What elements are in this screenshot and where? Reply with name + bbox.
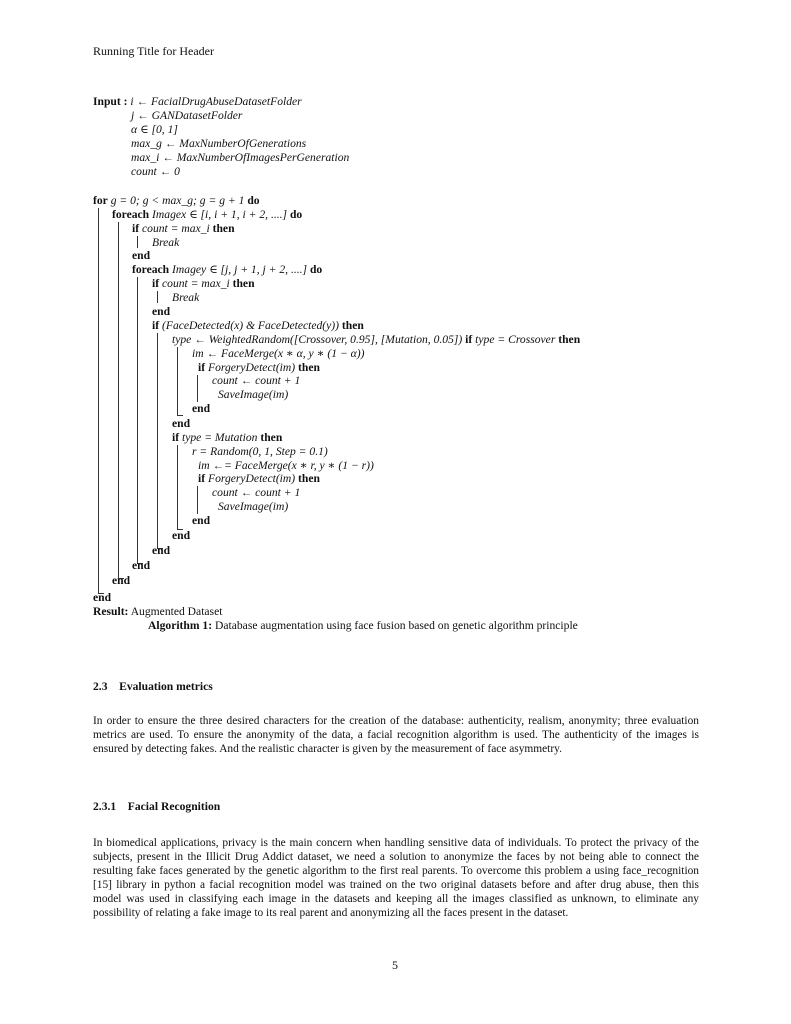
keyword: then bbox=[298, 361, 320, 374]
algorithm-line: end bbox=[132, 559, 151, 572]
keyword: then bbox=[558, 333, 581, 346]
section-heading-2-3 bbox=[93, 680, 213, 694]
expression: type = Crossover bbox=[475, 333, 556, 346]
expression: Imagey ∈ [j, j + 1, j + 2, ....] bbox=[172, 263, 308, 276]
algorithm-line bbox=[132, 263, 322, 277]
algorithm-line: im ←= FaceMerge(x ∗ r, y ∗ (1 − r)) bbox=[198, 459, 374, 472]
keyword: then bbox=[298, 472, 320, 485]
scope-bar-foreach-x bbox=[118, 222, 119, 579]
expression: count = max_i bbox=[142, 222, 210, 235]
scope-bar-if-mutation bbox=[177, 445, 178, 530]
algorithm-line: end bbox=[172, 417, 191, 430]
algorithm-input-line bbox=[93, 95, 302, 109]
scope-bar-if-faces bbox=[157, 333, 158, 549]
algorithm-line: r = Random(0, 1, Step = 0.1) bbox=[192, 445, 328, 458]
section-title: Evaluation metrics bbox=[119, 680, 213, 693]
caption-label: Algorithm 1: bbox=[148, 619, 213, 632]
input-value: max_g ← MaxNumberOfGenerations bbox=[131, 137, 307, 150]
keyword: do bbox=[247, 194, 260, 207]
keyword: if bbox=[465, 333, 473, 346]
scope-bar-if-count bbox=[137, 236, 138, 248]
scope-bar-if-forgery-2 bbox=[197, 486, 198, 514]
algorithm-line bbox=[172, 431, 282, 445]
keyword: if bbox=[198, 472, 206, 485]
section-2-3-paragraph: In order to ensure the three desired characters for the creation of the database: authenticity, realism, anonymity; three evaluation metrics are used. To ensure the anonymity of the data, a facial recognition algorithm is used. The authenticity of the images is ensured by detecting fakes. And the realistic character is given by the measurement of face asymmetry. bbox=[93, 715, 699, 755]
keyword: do bbox=[309, 263, 323, 276]
keyword: if bbox=[152, 319, 160, 332]
scope-bar-if-crossover bbox=[177, 347, 178, 416]
keyword: then bbox=[232, 277, 255, 290]
keyword: if bbox=[132, 222, 140, 235]
expression: ForgeryDetect(im) bbox=[208, 472, 296, 485]
input-value: i ← FacialDrugAbuseDatasetFolder bbox=[130, 95, 302, 108]
section-heading-2-3-1 bbox=[93, 800, 220, 814]
keyword: foreach bbox=[132, 263, 170, 276]
input-value: max_i ← MaxNumberOfImagesPerGeneration bbox=[131, 151, 350, 164]
algorithm-line bbox=[132, 222, 235, 236]
keyword: foreach bbox=[112, 208, 150, 221]
algorithm-line: end bbox=[112, 574, 131, 587]
algorithm-line: end bbox=[152, 544, 171, 557]
algorithm-line: end bbox=[192, 514, 211, 527]
section-2-3-1-paragraph: In biomedical applications, privacy is the main concern when handling sensitive data of individuals. To protect the privacy of the subjects, present in the Illicit Drug Addict dataset, we need a solution to anonymize the faces by not being able to connect the resulting fake faces generated by the genetic algorithm to the first real parents. To overcome this problem a using face_recognition [15] library in python a facial recognition model was trained on the two original datasets before and after drug abuse, then this model was used in classifying each image in the datasets and keeping all the images classified as unknown, to eliminate any possibility of relating a fake image to its real parent and anonymizing all the faces present in the dataset. bbox=[93, 837, 699, 919]
algorithm-result bbox=[93, 605, 222, 619]
keyword: then bbox=[260, 431, 283, 444]
input-value: α ∈ [0, 1] bbox=[131, 123, 178, 136]
algorithm-line: SaveImage(im) bbox=[218, 500, 289, 513]
algorithm-line bbox=[152, 319, 364, 333]
section-number: 2.3.1 bbox=[93, 800, 117, 813]
scope-bar-if-count-2 bbox=[157, 291, 158, 303]
input-label: Input : bbox=[93, 95, 128, 108]
algorithm-line bbox=[112, 208, 302, 222]
expression: type ← WeightedRandom([Crossover, 0.95], [Mutation, 0.05]) bbox=[172, 333, 463, 346]
scope-bar-foreach-y bbox=[137, 277, 138, 564]
expression: g = 0; g < max_g; g = g + 1 bbox=[110, 194, 245, 207]
keyword: if bbox=[152, 277, 160, 290]
scope-bar-for bbox=[98, 208, 99, 594]
algorithm-line: end bbox=[172, 529, 191, 542]
page-number: 5 bbox=[392, 958, 398, 972]
algorithm-line: SaveImage(im) bbox=[218, 388, 289, 401]
keyword: for bbox=[93, 194, 108, 207]
algorithm-line bbox=[172, 333, 580, 347]
result-label: Result: bbox=[93, 605, 129, 618]
algorithm-line: end bbox=[93, 591, 112, 604]
keyword: then bbox=[212, 222, 235, 235]
section-number: 2.3 bbox=[93, 680, 108, 693]
algorithm-line: count ← count + 1 bbox=[212, 486, 301, 499]
algorithm-line bbox=[198, 472, 320, 486]
algorithm-line: Break bbox=[172, 291, 200, 304]
caption-text: Database augmentation using face fusion based on genetic algorithm principle bbox=[214, 619, 578, 632]
expression: type = Mutation bbox=[182, 431, 258, 444]
algorithm-line: Break bbox=[152, 236, 180, 249]
algorithm-line: end bbox=[192, 402, 211, 415]
algorithm-line: end bbox=[132, 249, 151, 262]
scope-bar-if-forgery bbox=[197, 375, 198, 402]
algorithm-line bbox=[93, 194, 260, 208]
keyword: then bbox=[341, 319, 364, 332]
expression: ForgeryDetect(im) bbox=[208, 361, 296, 374]
input-value: j ← GANDatasetFolder bbox=[131, 109, 243, 122]
algorithm-caption bbox=[148, 619, 578, 633]
keyword: do bbox=[289, 208, 303, 221]
algorithm-line: end bbox=[152, 305, 171, 318]
section-title: Facial Recognition bbox=[127, 800, 221, 813]
keyword: if bbox=[172, 431, 180, 444]
expression: Imagex ∈ [i, i + 1, i + 2, ....] bbox=[152, 208, 288, 221]
result-text: Augmented Dataset bbox=[130, 605, 223, 618]
algorithm-line: count ← count + 1 bbox=[212, 374, 301, 387]
running-title: Running Title for Header bbox=[93, 44, 214, 58]
keyword: if bbox=[198, 361, 206, 374]
expression: (FaceDetected(x) & FaceDetected(y)) bbox=[162, 319, 340, 332]
algorithm-line: im ← FaceMerge(x ∗ α, y ∗ (1 − α)) bbox=[192, 347, 365, 360]
algorithm-line bbox=[152, 277, 255, 291]
input-value: count ← 0 bbox=[131, 165, 180, 178]
scope-bar-if-crossover-end bbox=[177, 415, 183, 416]
expression: count = max_i bbox=[162, 277, 230, 290]
algorithm-line bbox=[198, 361, 320, 375]
